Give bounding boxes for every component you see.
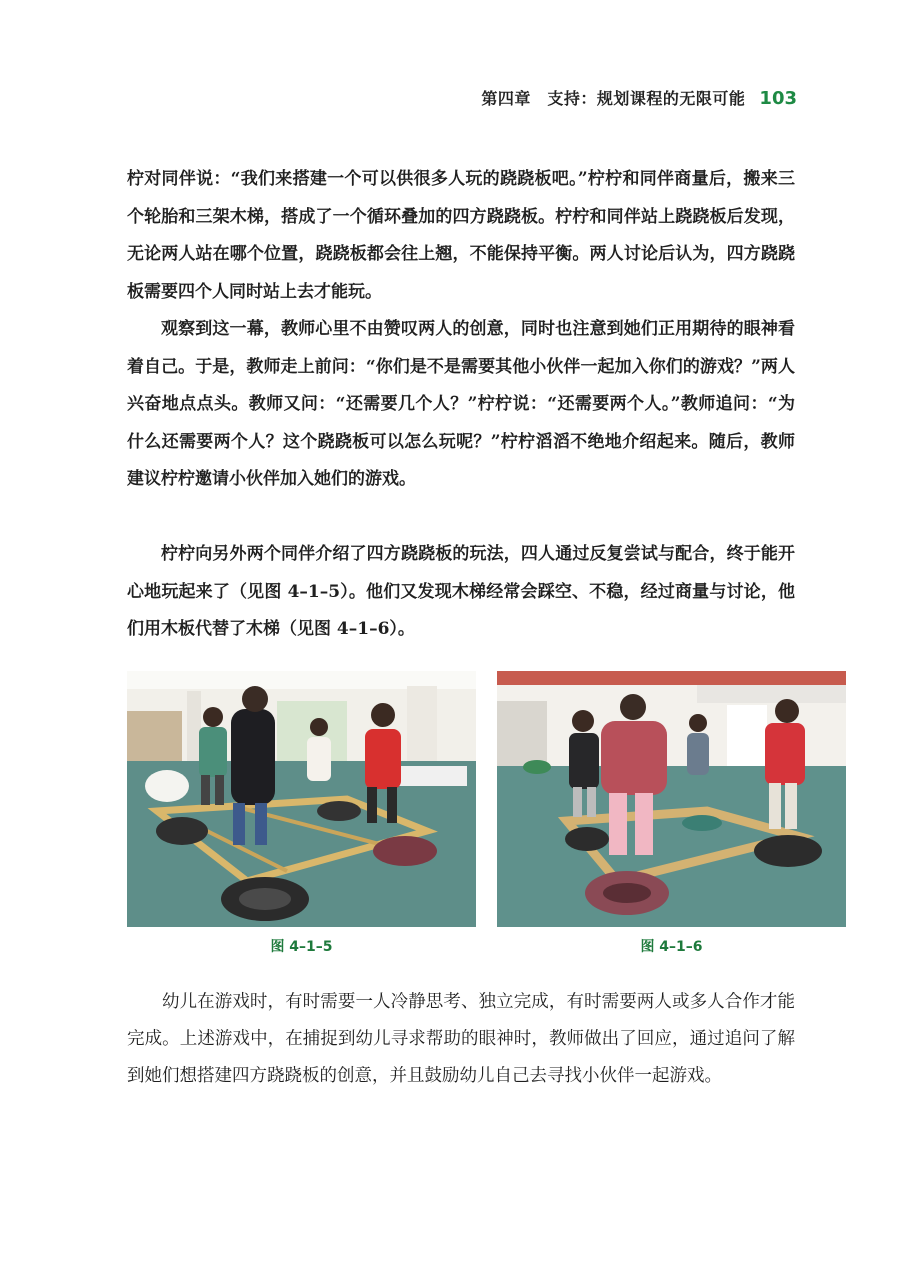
body-paragraph-2: 观察到这一幕，教师心里不由赞叹两人的创意，同时也注意到她们正用期待的眼神看着自己。于是，教师走上前问：“你们是不是需要其他小伙伴一起加入你们的游戏？”两人兴奋地点点头。教师又问：“还需要几个人？”柠柠说：“还需要两个人。”教师追问：“为什么还需要两个人？这个跷跷板可以怎么玩呢？”柠柠滔滔不绝地介绍起来。随后，教师建议柠柠邀请小伙伴加入她们的游戏。 bbox=[127, 319, 795, 489]
body-paragraph-3: 柠柠向另外两个同伴介绍了四方跷跷板的玩法，四人通过反复尝试与配合，终于能开心地玩起来了（见图 4–1–5）。他们又发现木梯经常会踩空、不稳，经过商量与讨论，他们用木板代替了木梯（见图 4–1–6）。 bbox=[127, 544, 795, 639]
figure-caption-4-1-6: 图 4–1–6 bbox=[640, 939, 703, 955]
page-number: 103 bbox=[759, 88, 797, 109]
figure-4-1-6-photo bbox=[497, 671, 846, 927]
figure-4-1-5-photo bbox=[127, 671, 476, 927]
running-header bbox=[0, 86, 797, 109]
body-paragraph-1: 柠对同伴说：“我们来搭建一个可以供很多人玩的跷跷板吧。”柠柠和同伴商量后，搬来三个轮胎和三架木梯，搭成了一个循环叠加的四方跷跷板。柠柠和同伴站上跷跷板后发现，无论两人站在哪个位置，跷跷板都会往上翘，不能保持平衡。两人讨论后认为，四方跷跷板需要四个人同时站上去才能玩。 bbox=[127, 169, 795, 302]
children-ladder-seesaw-image bbox=[127, 671, 476, 927]
summary-paragraph: 幼儿在游戏时，有时需要一人冷静思考、独立完成，有时需要两人或多人合作才能完成。上述游戏中，在捕捉到幼儿寻求帮助的眼神时，教师做出了回应，通过追问了解到她们想搭建四方跷跷板的创意，并且鼓励幼儿自己去寻找小伙伴一起游戏。 bbox=[127, 992, 795, 1086]
children-plank-seesaw-image bbox=[497, 671, 846, 927]
chapter-title: 第四章 支持：规划课程的无限可能 bbox=[481, 89, 746, 108]
figure-caption-4-1-5: 图 4–1–5 bbox=[270, 939, 333, 955]
